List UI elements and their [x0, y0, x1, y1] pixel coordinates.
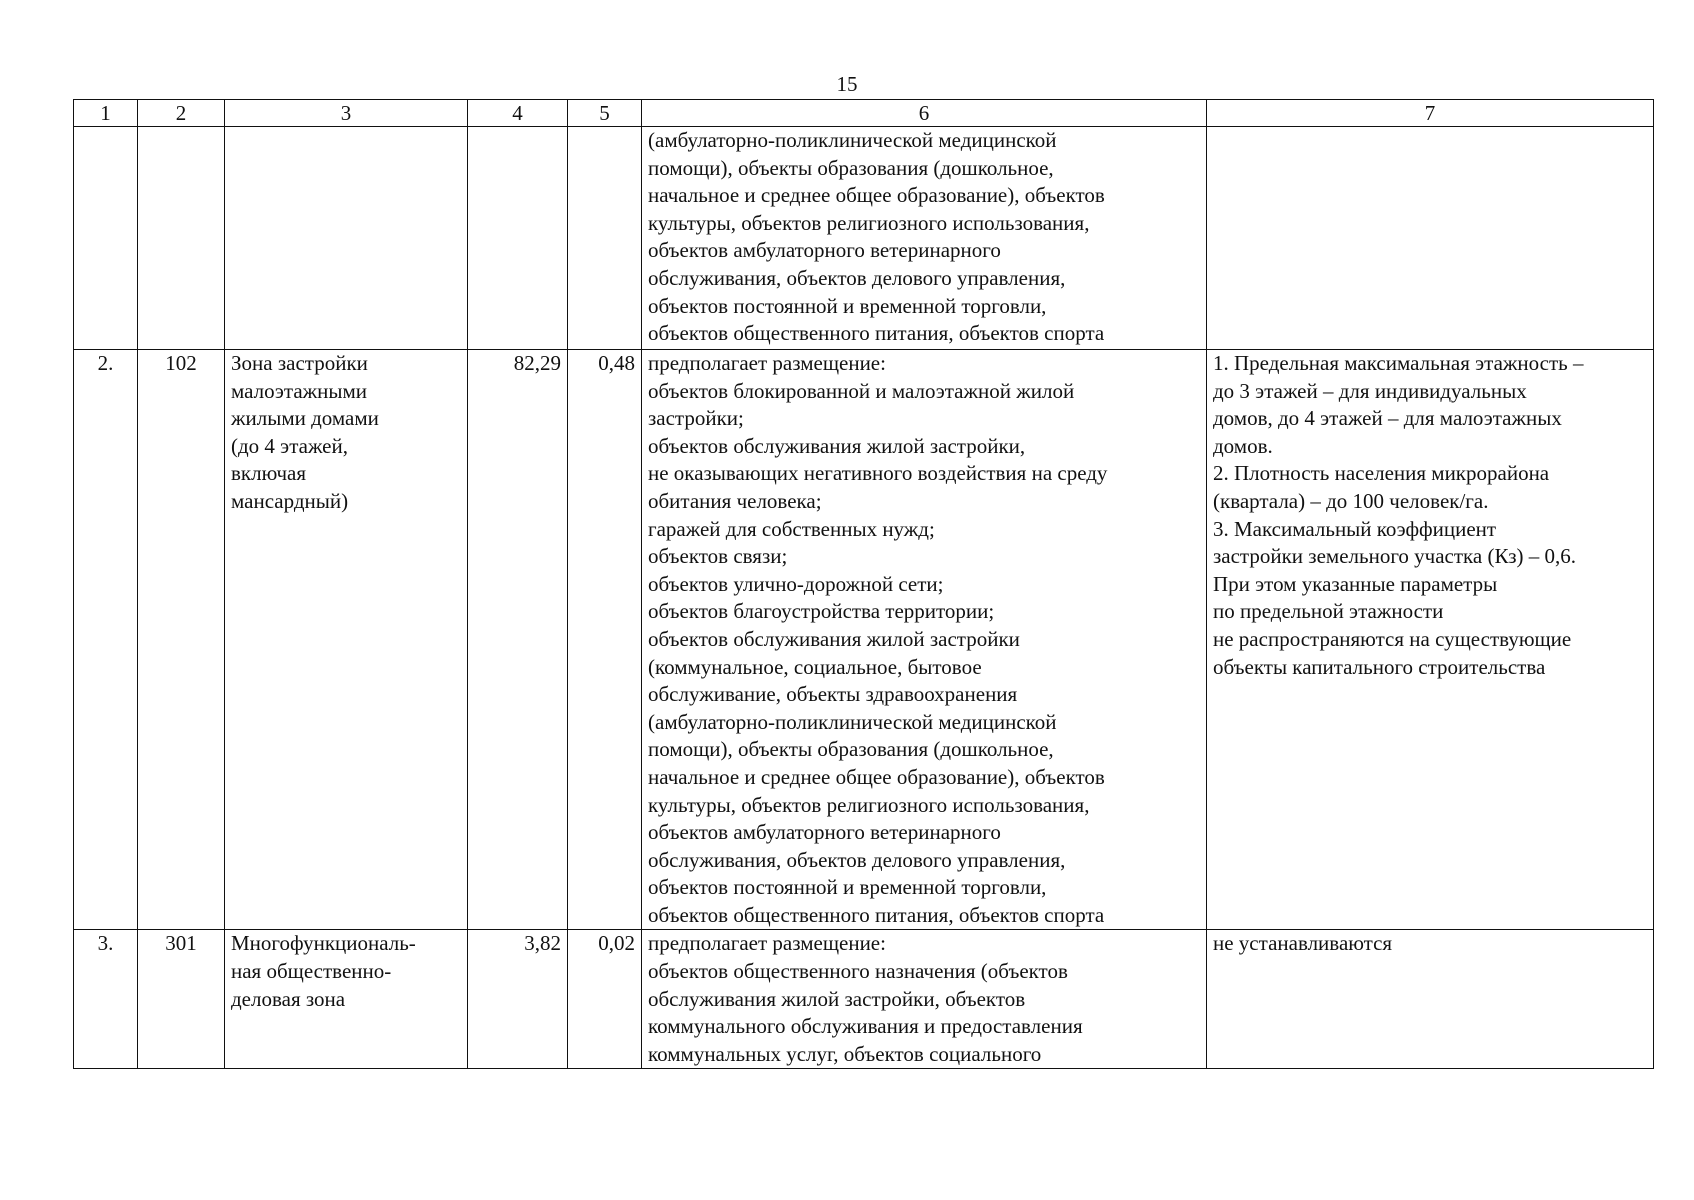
- text-line: объектов связи;: [648, 544, 788, 569]
- text-line: культуры, объектов религиозного использования,: [648, 792, 1090, 817]
- row-number-cell: 2.: [74, 350, 138, 930]
- text-line: При этом указанные параметры: [1213, 571, 1498, 596]
- text-line: домов.: [1213, 433, 1273, 458]
- text-line: обслуживания, объектов делового управления,: [648, 265, 1066, 290]
- table-header-row: [74, 100, 1654, 127]
- column-header: 2: [138, 100, 225, 127]
- area-cell: 82,29: [468, 350, 568, 930]
- text-line: обслуживания жилой застройки, объектов: [648, 986, 1026, 1011]
- description-cell: [642, 127, 1207, 350]
- text-line: объектов общественного питания, объектов спорта: [648, 902, 1105, 927]
- text-line: мансардный): [231, 488, 349, 513]
- text-line: объектов общественного питания, объектов спорта: [648, 321, 1105, 346]
- zone-code-cell: 102: [138, 350, 225, 930]
- text-line: объектов обслуживания жилой застройки: [648, 626, 1020, 651]
- zone-code-cell: 301: [138, 930, 225, 1069]
- column-header: 5: [568, 100, 642, 127]
- text-line: объектов амбулаторного ветеринарного: [648, 820, 1001, 845]
- text-line: объектов улично-дорожной сети;: [648, 571, 944, 596]
- text-line: начальное и среднее общее образование), объектов: [648, 183, 1105, 208]
- text-line: деловая зона: [231, 986, 346, 1011]
- text-line: 1. Предельная максимальная этажность –: [1213, 351, 1584, 375]
- text-line: домов, до 4 этажей – для малоэтажных: [1213, 406, 1562, 431]
- text-line: коммунального обслуживания и предоставления: [648, 1014, 1083, 1039]
- text-line: начальное и среднее общее образование), объектов: [648, 764, 1105, 789]
- text-line: не устанавливаются: [1213, 931, 1393, 956]
- table-row: [74, 930, 1654, 1069]
- column-header: 7: [1207, 100, 1654, 127]
- text-line: объектов постоянной и временной торговли,: [648, 875, 1047, 900]
- zone-name-cell: [225, 350, 468, 930]
- text-line: коммунальных услуг, объектов социального: [648, 1041, 1042, 1066]
- parameters-cell: [1207, 350, 1654, 930]
- text-line: 2. Плотность населения микрорайона: [1213, 461, 1550, 486]
- text-line: до 3 этажей – для индивидуальных: [1213, 378, 1527, 403]
- text-line: объектов постоянной и временной торговли,: [648, 293, 1047, 318]
- text-line: не оказывающих негативного воздействия на среду: [648, 461, 1108, 486]
- text-line: Многофункциональ-: [231, 931, 416, 956]
- parameters-cell: [1207, 930, 1654, 1069]
- text-line: по предельной этажности: [1213, 599, 1444, 624]
- text-line: (квартала) – до 100 человек/га.: [1213, 488, 1489, 513]
- text-line: объектов общественного назначения (объектов: [648, 959, 1068, 984]
- column-header: 4: [468, 100, 568, 127]
- text-line: гаражей для собственных нужд;: [648, 516, 935, 541]
- text-line: объектов обслуживания жилой застройки,: [648, 433, 1026, 458]
- table-row: [74, 350, 1654, 930]
- text-line: (до 4 этажей,: [231, 433, 348, 458]
- text-line: обслуживание, объекты здравоохранения: [648, 682, 1018, 707]
- area-cell: 3,82: [468, 930, 568, 1069]
- text-line: застройки земельного участка (Кз) – 0,6.: [1213, 544, 1577, 569]
- text-line: жилыми домами: [231, 406, 379, 431]
- area-cell: [468, 127, 568, 350]
- row-number-cell: [74, 127, 138, 350]
- parameters-cell: [1207, 127, 1654, 350]
- text-line: застройки;: [648, 406, 744, 431]
- text-line: объектов амбулаторного ветеринарного: [648, 238, 1001, 263]
- text-line: помощи), объекты образования (дошкольное,: [648, 737, 1054, 762]
- text-line: малоэтажными: [231, 378, 368, 403]
- share-cell: [568, 127, 642, 350]
- text-line: объектов благоустройства территории;: [648, 599, 995, 624]
- zones-table: [73, 99, 1654, 1069]
- text-line: предполагает размещение:: [648, 931, 886, 956]
- text-line: ная общественно-: [231, 959, 392, 984]
- text-line: помощи), объекты образования (дошкольное,: [648, 155, 1054, 180]
- description-cell: [642, 930, 1207, 1069]
- text-line: (амбулаторно-поликлинической медицинской: [648, 128, 1057, 152]
- zone-name-cell: [225, 930, 468, 1069]
- zone-name-cell: [225, 127, 468, 350]
- table-row: [74, 127, 1654, 350]
- column-header: 3: [225, 100, 468, 127]
- text-line: предполагает размещение:: [648, 351, 886, 375]
- text-line: культуры, объектов религиозного использования,: [648, 210, 1090, 235]
- share-cell: 0,48: [568, 350, 642, 930]
- column-header: 6: [642, 100, 1207, 127]
- column-header: 1: [74, 100, 138, 127]
- text-line: 3. Максимальный коэффициент: [1213, 516, 1497, 541]
- share-cell: 0,02: [568, 930, 642, 1069]
- text-line: обитания человека;: [648, 488, 822, 513]
- text-line: объектов блокированной и малоэтажной жилой: [648, 378, 1075, 403]
- text-line: обслуживания, объектов делового управления,: [648, 847, 1066, 872]
- text-line: Зона застройки: [231, 351, 368, 375]
- row-number-cell: 3.: [74, 930, 138, 1069]
- page-number: 15: [836, 72, 858, 96]
- description-cell: [642, 350, 1207, 930]
- zone-code-cell: [138, 127, 225, 350]
- text-line: включая: [231, 461, 307, 486]
- text-line: объекты капитального строительства: [1213, 654, 1546, 679]
- text-line: не распространяются на существующие: [1213, 626, 1572, 651]
- text-line: (коммунальное, социальное, бытовое: [648, 654, 982, 679]
- text-line: (амбулаторно-поликлинической медицинской: [648, 709, 1057, 734]
